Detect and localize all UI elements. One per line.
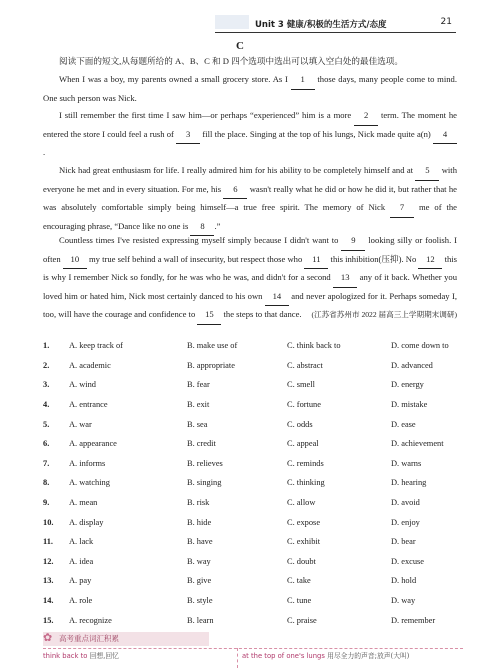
option-choice[interactable]: A. watching [69, 478, 110, 488]
blank-10[interactable]: 10 [63, 251, 87, 270]
option-row [43, 473, 463, 493]
paragraph-4: Countless times I've resisted expressing myself simply because I didn't want to 9 looking silly or foolish. I often 10 my true self behind a wall of insecurity, but respect those who 11 this inhibition(压抑). No 12 this is why I remember Nick so fondly, for he was who he was, and didn't for a second 13 any of it back. Whether you loved him or hated him, Nick most certainly danced to his own 14 and never apologized for it. Perhaps someday I, too, will have the courage and confidence to 15 the steps to that dance. (江苏省苏州市 2022 届高三上学期期末调研) [43, 232, 457, 325]
blank-6[interactable]: 6 [223, 181, 247, 200]
option-choice[interactable]: D. enjoy [391, 517, 420, 527]
question-number: 6. [43, 439, 50, 449]
option-choice[interactable]: C. fortune [287, 400, 321, 410]
option-choice[interactable]: A. informs [69, 458, 106, 468]
option-choice[interactable]: D. avoid [391, 498, 420, 508]
flower-icon: ✿ [43, 631, 53, 644]
option-choice[interactable]: B. sea [187, 419, 208, 429]
option-choice[interactable]: A. entrance [69, 400, 108, 410]
option-choice[interactable]: A. display [69, 517, 104, 527]
question-number: 7. [43, 458, 50, 468]
option-choice[interactable]: D. hearing [391, 478, 427, 488]
page-number: 21 [440, 17, 452, 27]
option-choice[interactable]: B. give [187, 576, 212, 586]
option-choice[interactable]: C. doubt [287, 556, 316, 566]
option-choice[interactable]: A. pay [69, 576, 92, 586]
question-number: 15. [43, 615, 54, 625]
option-choice[interactable]: D. warns [391, 458, 422, 468]
option-choice[interactable]: D. ease [391, 419, 416, 429]
option-choice[interactable]: C. thinking [287, 478, 325, 488]
question-number: 1. [43, 341, 50, 351]
source-note: (江苏省苏州市 2022 届高三上学期期末调研) [311, 310, 457, 320]
question-number: 2. [43, 360, 50, 370]
option-row [43, 454, 463, 474]
option-choice[interactable]: A. wind [69, 380, 96, 390]
option-choice[interactable]: C. allow [287, 498, 316, 508]
option-choice[interactable]: B. risk [187, 498, 210, 508]
option-choice[interactable]: C. appeal [287, 439, 319, 449]
page-header [215, 14, 456, 33]
blank-4[interactable]: 4 [433, 126, 457, 145]
option-choice[interactable]: D. bear [391, 537, 416, 547]
unit-title: Unit 3 健康/积极的生活方式/态度 [255, 20, 387, 30]
blank-12[interactable]: 12 [418, 251, 442, 270]
question-number: 5. [43, 419, 50, 429]
question-number: 10. [43, 517, 54, 527]
vocab-left: think back to 回想,回忆 [43, 652, 119, 660]
blank-14[interactable]: 14 [265, 288, 289, 307]
question-number: 11. [43, 537, 54, 547]
option-choice[interactable]: B. make use of [187, 341, 238, 351]
vocab-title: ✿ 高考重点词汇积累 [43, 632, 209, 646]
option-choice[interactable]: B. learn [187, 615, 214, 625]
paragraph-1: When I was a boy, my parents owned a small grocery store. As I 1 those days, many people come to mind. One such person was Nick. [43, 71, 457, 107]
question-number: 13. [43, 576, 54, 586]
option-choice[interactable]: C. odds [287, 419, 313, 429]
option-row [43, 493, 463, 513]
option-choice[interactable]: A. recognize [69, 615, 112, 625]
vocab-right: at the top of one's lungs 用尽全力的声音;放声(大叫) [242, 652, 410, 660]
option-choice[interactable]: C. praise [287, 615, 317, 625]
question-number: 14. [43, 596, 54, 606]
option-choice[interactable]: D. mistake [391, 400, 428, 410]
blank-9[interactable]: 9 [341, 232, 365, 251]
option-choice[interactable]: D. way [391, 596, 416, 606]
blank-1[interactable]: 1 [291, 71, 315, 90]
option-choice[interactable]: B. hide [187, 517, 212, 527]
option-row [43, 434, 463, 454]
blank-11[interactable]: 11 [304, 251, 328, 270]
question-number: 9. [43, 498, 50, 508]
option-choice[interactable]: C. take [287, 576, 311, 586]
option-choice[interactable]: D. excuse [391, 556, 425, 566]
question-number: 4. [43, 400, 50, 410]
option-row [43, 414, 463, 434]
option-choice[interactable]: A. lack [69, 537, 94, 547]
option-choice[interactable]: B. relieves [187, 458, 223, 468]
paragraph-3: Nick had great enthusiasm for life. I really admired him for his ability to be completely himself and at 5 with everyone he met and in every situation. For me, his 6 wasn't really what he did or how he did it, but rather that he was absolutely comfortable simply being himself—a true free spirit. The memory of Nick 7 me of the encouraging phrase, “Dance like no one is 8 .” [43, 162, 457, 236]
option-choice[interactable]: A. idea [69, 556, 94, 566]
blank-2[interactable]: 2 [354, 107, 378, 126]
option-row [43, 375, 463, 395]
blank-5[interactable]: 5 [415, 162, 439, 181]
option-choice[interactable]: D. achievement [391, 439, 444, 449]
option-row [43, 552, 463, 572]
option-choice[interactable]: A. war [69, 419, 92, 429]
option-choice[interactable]: A. keep track of [69, 341, 123, 351]
question-number: 8. [43, 478, 50, 488]
option-choice[interactable]: A. academic [69, 360, 111, 370]
option-choice[interactable]: D. advanced [391, 360, 433, 370]
option-choice[interactable]: C. smell [287, 380, 315, 390]
blank-7[interactable]: 7 [390, 199, 414, 218]
option-row [43, 395, 463, 415]
option-choice[interactable]: B. have [187, 537, 213, 547]
option-row [43, 336, 463, 356]
option-choice[interactable]: D. come down to [391, 341, 449, 351]
option-choice[interactable]: B. singing [187, 478, 222, 488]
option-choice[interactable]: C. abstract [287, 360, 323, 370]
option-choice[interactable]: B. style [187, 596, 213, 606]
option-row [43, 610, 463, 630]
question-number: 12. [43, 556, 54, 566]
vocab-divider [237, 648, 238, 668]
paragraph-2: I still remember the first time I saw him—or perhaps “experienced” him is a more 2 term. The moment he entered the store I could feel a rush of 3 fill the place. Singing at the top of his lungs, Nick made quite a(n) 4. [43, 107, 457, 162]
blank-3[interactable]: 3 [176, 126, 200, 145]
option-choice[interactable]: B. way [187, 556, 211, 566]
blank-15[interactable]: 15 [197, 306, 221, 325]
blank-8[interactable]: 8 [190, 218, 214, 237]
question-number: 3. [43, 380, 50, 390]
option-choice[interactable]: B. exit [187, 400, 210, 410]
option-choice[interactable]: A. role [69, 596, 93, 606]
option-choice[interactable]: C. think back to [287, 341, 341, 351]
blank-13[interactable]: 13 [333, 269, 357, 288]
option-row [43, 571, 463, 591]
option-choice[interactable]: A. mean [69, 498, 98, 508]
options-table [43, 336, 463, 630]
option-choice[interactable]: B. credit [187, 439, 216, 449]
option-row [43, 512, 463, 532]
option-choice[interactable]: B. fear [187, 380, 210, 390]
option-choice[interactable]: D. hold [391, 576, 417, 586]
instruction: 阅读下面的短文,从每题所给的 A、B、C 和 D 四个选项中选出可以填入空白处的最佳选项。 [59, 56, 403, 66]
option-choice[interactable]: C. exhibit [287, 537, 321, 547]
option-choice[interactable]: C. expose [287, 517, 321, 527]
header-bar [215, 15, 249, 29]
option-row [43, 591, 463, 611]
option-choice[interactable]: D. energy [391, 380, 424, 390]
option-row [43, 532, 463, 552]
option-choice[interactable]: C. reminds [287, 458, 324, 468]
option-choice[interactable]: D. remember [391, 615, 436, 625]
option-choice[interactable]: C. tune [287, 596, 312, 606]
option-choice[interactable]: B. appropriate [187, 360, 235, 370]
option-row [43, 356, 463, 376]
option-choice[interactable]: A. appearance [69, 439, 117, 449]
section-title: C [236, 40, 244, 52]
